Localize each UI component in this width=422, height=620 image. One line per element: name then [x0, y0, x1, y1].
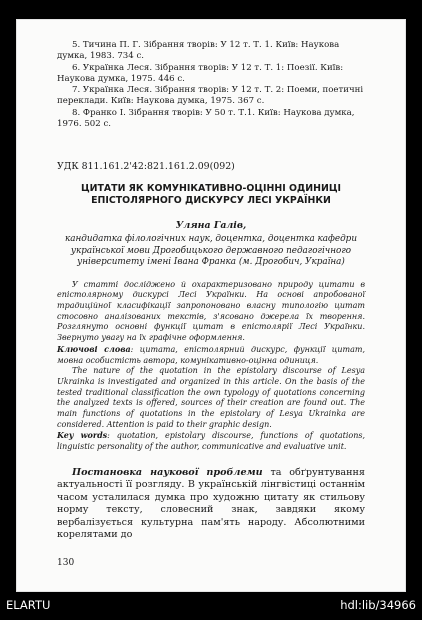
- reference-item: 6. Українка Леся. Зібрання творів: У 12 т. Т. 1: Поезії. Київ: Наукова думка, 1975. 446 с.: [57, 62, 344, 84]
- reference-item: 5. Тичина П. Г. Зібрання творів: У 12 т. Т. 1. Київ: Наукова думка, 1983. 734 с.: [57, 40, 340, 62]
- reference-list: [57, 40, 365, 130]
- author-affiliation: кандидатка філологічних наук, доцентка, доцентка кафедри української мови Дрогобицького державного педагогічного університету імені Івана Франка (м. Дрогобич, Україна): [65, 234, 357, 268]
- author-name: Уляна Галів,: [175, 220, 247, 232]
- page-content: [57, 40, 365, 542]
- article-title-line: ЕПІСТОЛЯРНОГО ДИСКУРСУ ЛЕСІ УКРАЇНКИ: [91, 195, 331, 207]
- keywords-label: Ключові слова: [57, 343, 131, 354]
- reference-item: 7. Українка Леся. Зібрання творів: У 12 т. Т. 2: Поеми, поетичні переклади. Київ: Наукова думка, 1975. 367 с.: [57, 85, 364, 107]
- abstract: [57, 280, 365, 453]
- abstract-ukrainian: У статті досліджено й охарактеризовано природу цитати в епістолярному дискурсі Лесі Українки. На основі апробованої традиційної класифікації запропоновано власну типологію цитат стосовно аналізованих текстів, з'ясовано джерела їх творення. Розглянуто основні функції цитат в епістолярії Лесі Українки. Звернуто увагу на їх графічне оформлення.: [57, 279, 365, 343]
- article-title-line: ЦИТАТИ ЯК КОМУНІКАТИВНО-ОЦІННІ ОДИНИЦІ: [80, 183, 342, 195]
- section-lead: Постановка наукової проблеми: [72, 466, 263, 478]
- keywords-text: : quotation, epistolary discourse, functions of quotations, linguistic personality of the author, communicative and evaluative unit.: [57, 431, 365, 452]
- article-body: [57, 467, 365, 542]
- footer-bar: [0, 592, 422, 620]
- keywords-ukrainian: [57, 344, 365, 366]
- keywords-label: Key words: [57, 430, 108, 441]
- body-text: та обґрунтування актуальності її розгляду. В українській лінгвістиці останнім часом усталилася думка про художню цитату як стильову норму тексту, словесний знак, завдяки якому вербалізується культурна пам'ять народу. Абсолютними корелятами до: [57, 466, 365, 541]
- page-number: 130: [57, 558, 75, 568]
- handle-link[interactable]: hdl:lib/34966: [340, 598, 416, 612]
- body-paragraph: [57, 467, 365, 542]
- repository-name: ELARTU: [6, 598, 51, 612]
- keywords-english: [57, 430, 365, 452]
- abstract-english: The nature of the quotation in the epistolary discourse of Lesya Ukrainka is investigated and organized in this article. On the basis of the tested traditional classification the own typology of quotations concerning the analyzed texts is offered, sources of their creation are found out. The main functions of quotations in the epistolary of Lesya Ukrainka are considered. Attention is paid to their graphic design.: [57, 366, 365, 429]
- article-title: [57, 183, 365, 207]
- document-page: [16, 19, 406, 592]
- keywords-text: : цитата, епістолярний дискурс, функції цитат, мовна особистість автора, комунікативно-оцінна одиниця.: [57, 344, 365, 365]
- udc-code: УДК 811.161.2'42:821.161.2.09(092): [57, 161, 235, 173]
- reference-item: 8. Франко І. Зібрання творів: У 50 т. Т.1. Київ: Наукова думка, 1976. 502 с.: [57, 107, 355, 130]
